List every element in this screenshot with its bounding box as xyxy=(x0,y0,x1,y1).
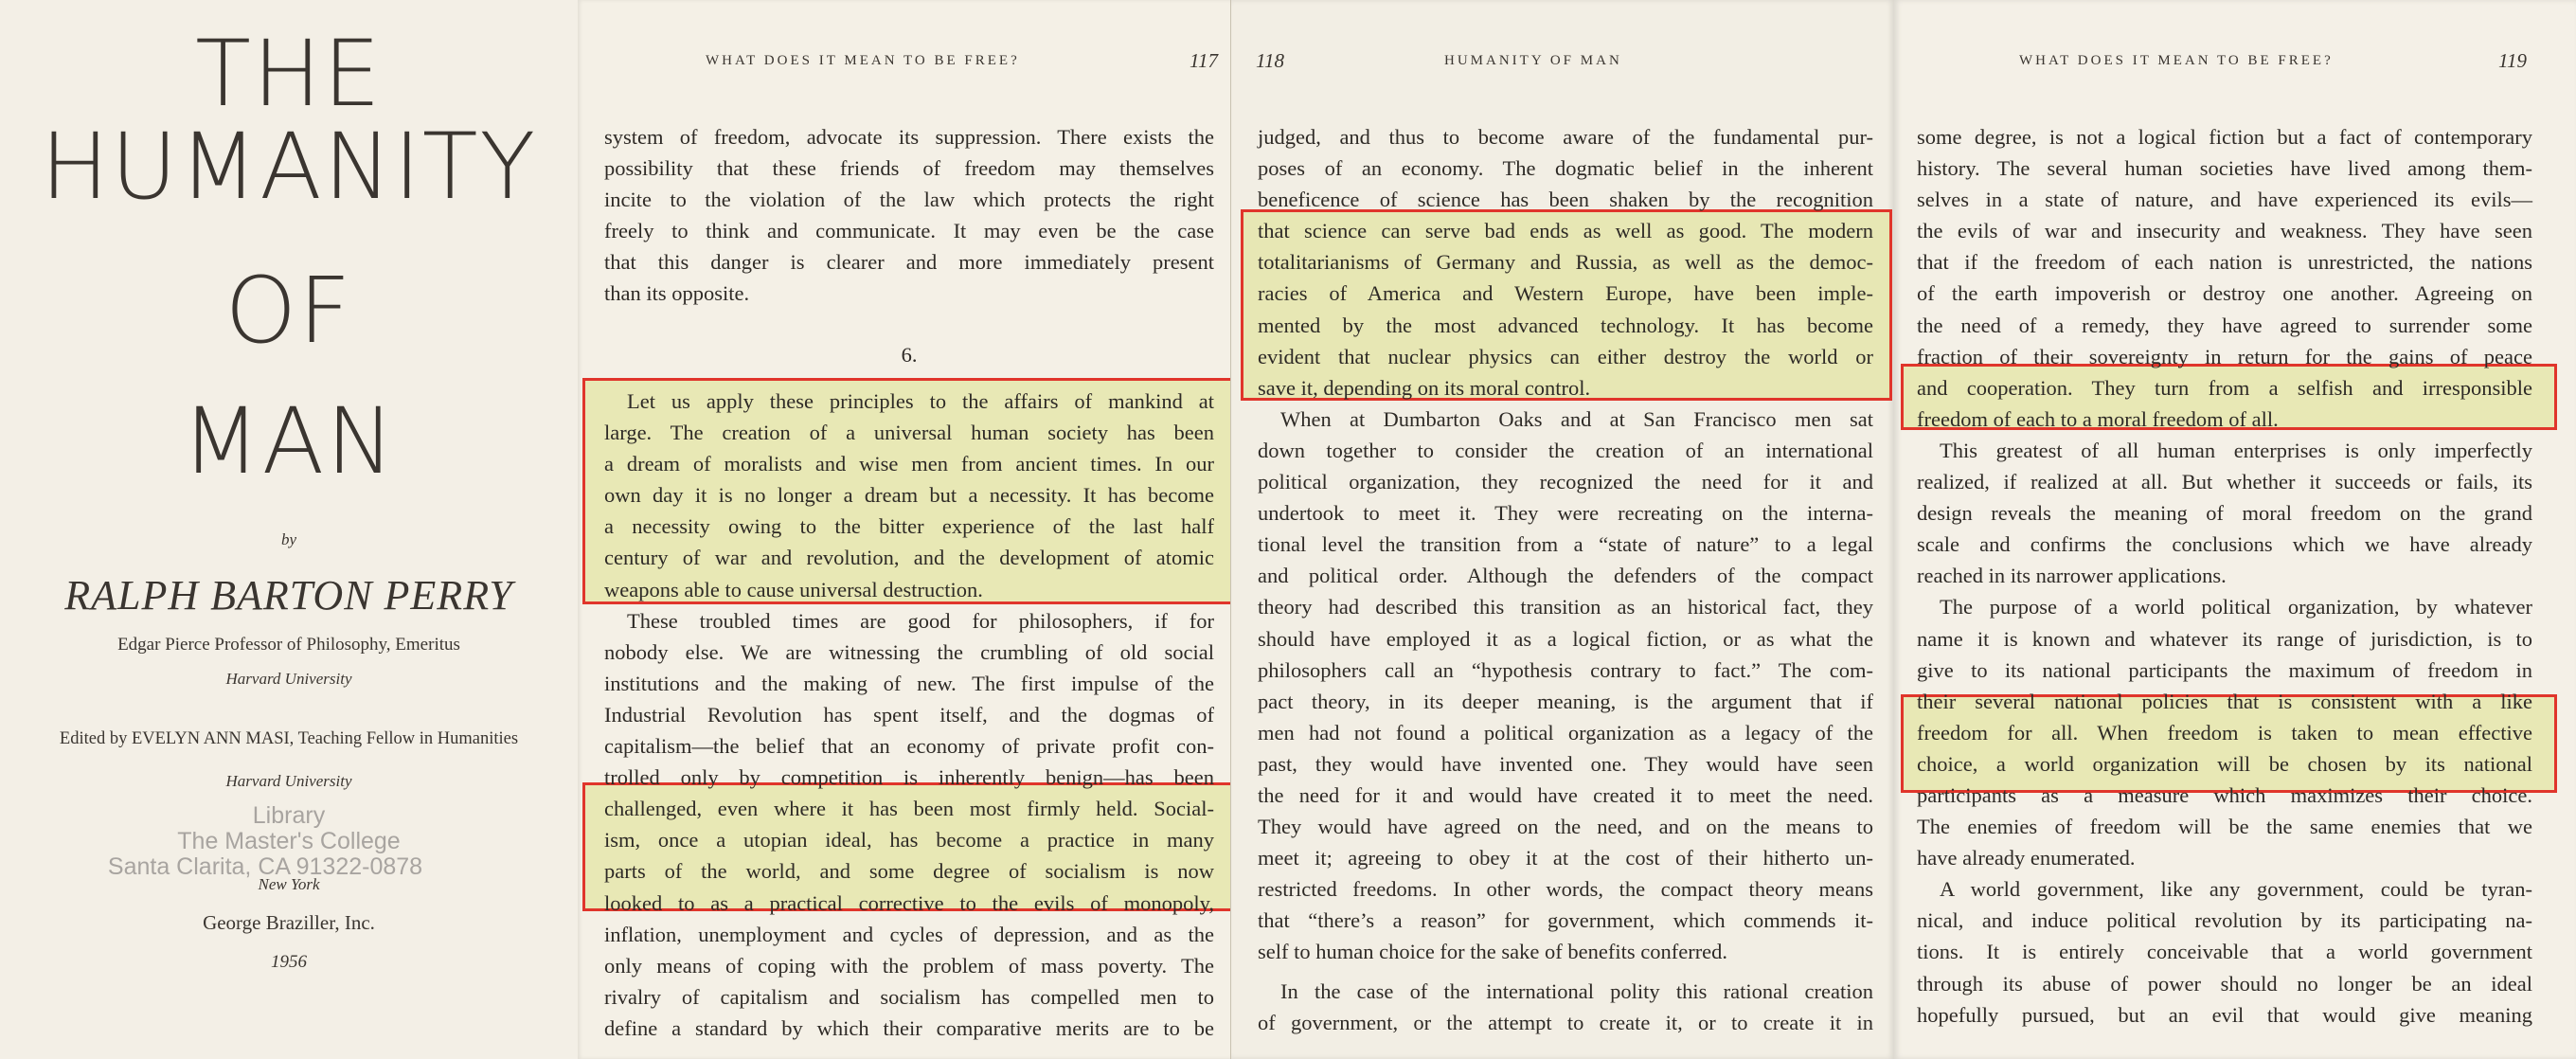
text-line: a necessity owing to the bitter experience of the last half xyxy=(604,514,1214,539)
page-number: 119 xyxy=(2498,49,2527,72)
text-line: should have employed it as a logical fiction, or as what the xyxy=(1258,626,1873,651)
text-line: looked to as a practical corrective to the evils of monopoly, xyxy=(604,890,1214,915)
text-line: self to human choice for the sake of benefits conferred. xyxy=(1258,940,1728,964)
text-line: choice, a world organization will be chosen by its national xyxy=(1917,751,2532,776)
text-line: than its opposite. xyxy=(604,281,750,306)
text-line: selves in a state of nature, and have experienced its evils— xyxy=(1917,188,2532,212)
text-line: the need of a remedy, they have agreed to surrender some xyxy=(1917,313,2532,337)
text-line: a dream of moralists and wise men from ancient times. In our xyxy=(604,452,1214,476)
page-117 xyxy=(578,0,1231,1059)
body-text-main xyxy=(604,386,1214,1044)
text-line: undertook to meet it. They were recreating on the interna- xyxy=(1258,501,1873,526)
page-number: 118 xyxy=(1256,49,1284,72)
text-line: tions. It is entirely conceivable that a world government xyxy=(1917,940,2532,964)
text-line: capitalism—the belief that an economy of private profit con- xyxy=(604,734,1214,759)
by-label: by xyxy=(280,530,297,548)
author-name: RALPH BARTON PERRY xyxy=(64,572,513,619)
text-line: freely to think and communicate. It may even be the case xyxy=(604,219,1214,243)
text-line: nobody else. We are witnessing the crumbling of old social xyxy=(604,639,1214,664)
text-line: totalitarianisms of Germany and Russia, as well as the democ- xyxy=(1258,250,1873,275)
text-line: This greatest of all human enterprises is only imperfectly xyxy=(1940,438,2532,462)
text-line: the need for it and would have created it to meet the need. xyxy=(1258,782,1873,807)
text-line: mented by the most advanced technology. It has become xyxy=(1258,313,1873,337)
text-line: judged, and thus to become aware of the fundamental pur- xyxy=(1258,125,1873,149)
text-line: realized, if realized at all. But whether it succeeds or fails, its xyxy=(1917,470,2532,494)
page-number: 117 xyxy=(1190,49,1218,72)
text-line: fraction of their sovereignty in return for the gains of peace xyxy=(1917,344,2532,368)
text-line: In the case of the international polity this rational creation xyxy=(1280,978,1873,1003)
editor-line: Edited by EVELYN ANN MASI, Teaching Fellow in Humanities xyxy=(59,729,519,748)
text-line: Let us apply these principles to the affairs of mankind at xyxy=(627,389,1214,413)
text-line: hopefully pursued, but an evil that would give meaning xyxy=(1917,1002,2532,1027)
text-line: ism, once a utopian ideal, has become a practice in many xyxy=(604,828,1214,853)
publisher-name: George Braziller, Inc. xyxy=(203,911,375,934)
text-line: only means of coping with the problem of mass poverty. The xyxy=(604,953,1214,978)
title-line-1: THE xyxy=(195,21,383,127)
text-line: theory had described this transition as an historical fact, they xyxy=(1258,595,1873,619)
text-line: own day it is no longer a dream but a necessity. It has become xyxy=(604,483,1214,508)
text-line: These troubled times are good for philosophers, if for xyxy=(627,608,1214,633)
text-line: through its abuse of power should no longer be an ideal xyxy=(1917,971,2532,996)
text-line: history. The several human societies have lived among them- xyxy=(1917,156,2532,181)
publisher-city: New York xyxy=(258,875,320,893)
stamp-line-3: Santa Clarita, CA 91322-0878 xyxy=(107,853,423,880)
title-line-4: MAN xyxy=(181,388,397,494)
text-line: down together to consider the creation of an international xyxy=(1258,438,1873,462)
body-text xyxy=(1917,121,2532,1031)
running-header: WHAT DOES IT MEAN TO BE FREE? xyxy=(706,53,1020,68)
author-affiliation: Harvard University xyxy=(225,670,352,688)
text-line: of government, or the attempt to create it, or to create it in xyxy=(1258,1010,1873,1034)
title-line-2: HUMANITY xyxy=(40,114,538,220)
text-line: inflation, unemployment and cycles of depression, and as the xyxy=(604,922,1214,946)
text-line: possibility that these friends of freedom may themselves xyxy=(604,156,1214,181)
text-line: challenged, even where it has been most firmly held. Social- xyxy=(604,797,1214,821)
text-line: give to its national participants the maximum of freedom in xyxy=(1917,657,2532,682)
text-line: beneficence of science has been shaken by the recognition xyxy=(1258,188,1873,212)
title-page xyxy=(0,0,578,1059)
text-line: have already enumerated. xyxy=(1917,846,2136,871)
text-line: parts of the world, and some degree of socialism is now xyxy=(604,859,1214,884)
text-line: rivalry of capitalism and socialism has compelled men to xyxy=(604,984,1214,1009)
stamp-line-2: The Master's College xyxy=(177,828,401,854)
text-line: pact theory, in its deeper meaning, is the argument that if xyxy=(1258,689,1873,713)
body-text xyxy=(1258,121,1873,1038)
text-line: tional level the transition from a “state of nature” to a legal xyxy=(1258,532,1873,557)
text-line: and political order. Although the defenders of the compact xyxy=(1258,564,1873,588)
author-title: Edgar Pierce Professor of Philosophy, Emeritus xyxy=(117,635,460,655)
text-line: the evils of war and insecurity and weakness. They have seen xyxy=(1917,219,2532,243)
text-line: The enemies of freedom will be the same enemies that we xyxy=(1917,815,2532,839)
text-line: evident that nuclear physics can either destroy the world or xyxy=(1258,344,1873,368)
text-line: racies of America and Western Europe, have been imple- xyxy=(1258,281,1873,306)
text-line: reached in its narrower applications. xyxy=(1917,564,2227,588)
text-line: participants as a measure which maximizes their choice. xyxy=(1917,782,2532,807)
text-line: their several national policies that is consistent with a like xyxy=(1917,689,2532,713)
text-line: freedom of each to a moral freedom of all. xyxy=(1917,406,2279,431)
text-line: design reveals the meaning of moral freedom on the grand xyxy=(1917,501,2532,526)
page-118 xyxy=(1231,0,1894,1059)
text-line: institutions and the making of new. The first impulse of the xyxy=(604,671,1214,695)
text-line: save it, depending on its moral control. xyxy=(1258,375,1591,400)
text-line: that science can serve bad ends as well as good. The modern xyxy=(1258,219,1873,243)
text-line: philosophers call an “hypothesis contrary to fact.” The com- xyxy=(1258,657,1873,682)
text-line: large. The creation of a universal human society has been xyxy=(604,421,1214,445)
text-line: men had not found a political organization as a legacy of the xyxy=(1258,720,1873,745)
text-line: trolled only by competition is inherently benign—has been xyxy=(604,765,1214,790)
library-stamp xyxy=(0,803,578,880)
text-line: freedom for all. When freedom is taken to mean effective xyxy=(1917,720,2532,745)
running-header: WHAT DOES IT MEAN TO BE FREE? xyxy=(2019,53,2334,68)
text-line: that this danger is clearer and more immediately present xyxy=(604,250,1214,275)
text-line: The purpose of a world political organization, by whatever xyxy=(1940,595,2532,619)
text-line: poses of an economy. The dogmatic belief in the inherent xyxy=(1258,156,1873,181)
text-line: political organization, they recognized the need for it and xyxy=(1258,470,1873,494)
text-line: that if the freedom of each nation is unrestricted, the nations xyxy=(1917,250,2532,275)
text-line: Industrial Revolution has spent itself, and the dogmas of xyxy=(604,702,1214,727)
text-line: past, they would have invented one. They would have seen xyxy=(1258,751,1873,776)
text-line: nical, and induce political revolution by its participating na- xyxy=(1917,908,2532,933)
text-line: They would have agreed on the need, and on the means to xyxy=(1258,815,1873,839)
running-header: HUMANITY OF MAN xyxy=(1444,53,1622,68)
text-line: some degree, is not a logical fiction but a fact of contemporary xyxy=(1917,125,2532,149)
text-line: name it is known and whatever its range of jurisdiction, is to xyxy=(1917,626,2532,651)
publication-year: 1956 xyxy=(271,952,307,972)
text-line: define a standard by which their comparative merits are to be xyxy=(604,1015,1214,1040)
text-line: restricted freedoms. In other words, the compact theory means xyxy=(1258,877,1873,902)
text-line: weapons able to cause universal destruction. xyxy=(604,577,983,601)
editor-affiliation: Harvard University xyxy=(225,772,352,790)
text-line: When at Dumbarton Oaks and at San Francisco men sat xyxy=(1280,406,1873,431)
text-line: A world government, like any government, could be tyran- xyxy=(1940,877,2532,902)
text-line: incite to the violation of the law which protects the right xyxy=(604,188,1214,212)
text-line: system of freedom, advocate its suppression. There exists the xyxy=(604,125,1214,149)
section-number: 6. xyxy=(901,343,918,367)
text-line: of the earth impoverish or destroy one another. Agreeing on xyxy=(1917,281,2532,306)
text-line: and cooperation. They turn from a selfish and irresponsible xyxy=(1917,375,2532,400)
body-text-top xyxy=(604,121,1214,310)
title-line-3: OF xyxy=(224,258,353,364)
text-line: that “there’s a reason” for government, which commends it- xyxy=(1258,908,1873,933)
text-line: scale and confirms the conclusions which we have already xyxy=(1917,532,2532,557)
stamp-line-1: Library xyxy=(252,802,326,829)
page-119 xyxy=(1894,0,2576,1059)
text-line: meet it; agreeing to obey it at the cost of their hitherto un- xyxy=(1258,846,1873,871)
text-line: century of war and revolution, and the development of atomic xyxy=(604,546,1214,570)
